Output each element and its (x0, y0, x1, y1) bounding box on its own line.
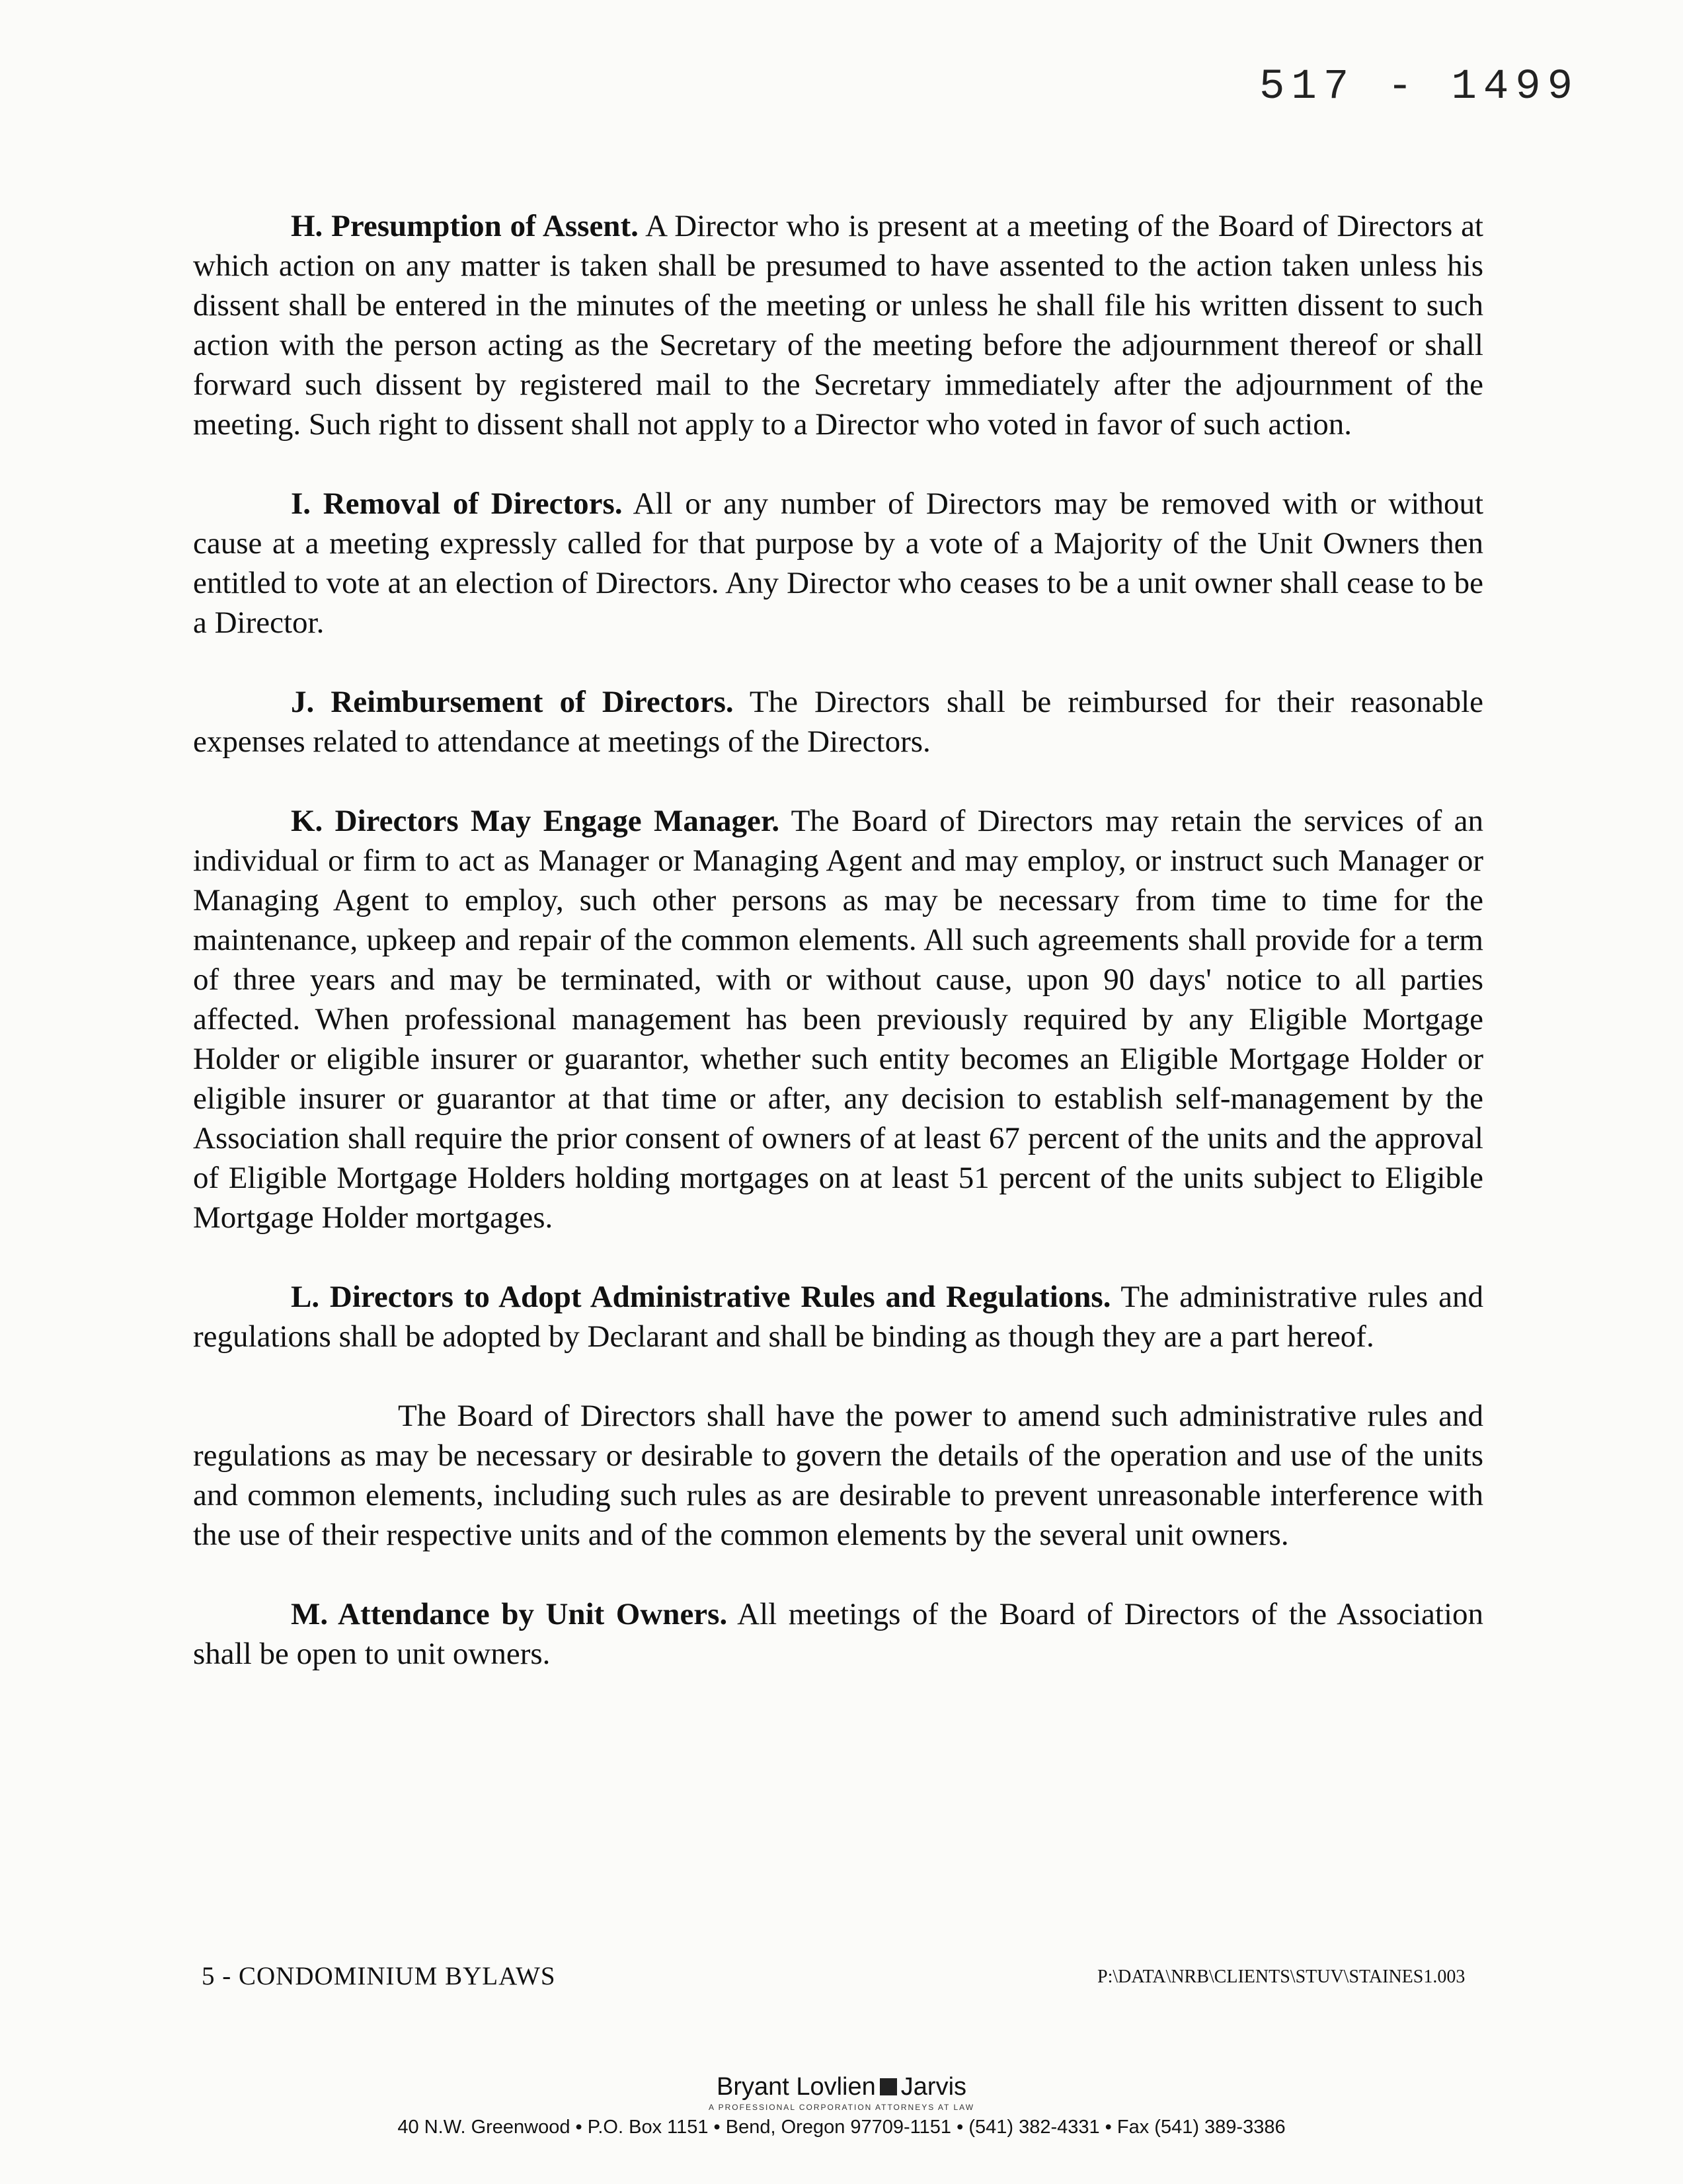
firm-letterhead (0, 2072, 1683, 2140)
section-text: All meetings of the Board of Directors of the Association shall be open to unit owners. (193, 1597, 1484, 1671)
section-l (193, 1277, 1483, 1356)
section-i (193, 484, 1483, 643)
section-heading: I. Removal of Directors. (291, 487, 623, 521)
section-text: All or any number of Directors may be removed with or without cause at a meeting expressly called for that purpose by a vote of a Majority of the Unit Owners then entitled to vote at an election of Directors. Any Director who ceases to be a unit owner shall cease to be a Director. (193, 487, 1483, 640)
section-l-continued (193, 1396, 1483, 1555)
section-h (193, 206, 1483, 444)
section-heading: H. Presumption of Assent. (291, 209, 639, 243)
section-heading: M. Attendance by Unit Owners. (291, 1597, 728, 1631)
firm-name-right: Jarvis (900, 2073, 967, 2101)
firm-name-left: Bryant Lovlien (716, 2073, 876, 2101)
section-heading: L. Directors to Adopt Administrative Rules and Regulations. (291, 1280, 1111, 1314)
firm-name (717, 2072, 966, 2102)
section-text: The Board of Directors may retain the services of an individual or firm to act as Manager or Managing Agent and may employ, or instruct such Manager or Managing Agent to employ, such other persons as may be necessary from time to time for the maintenance, upkeep and repair of the common elements. All such agreements shall provide for a term of three years and may be terminated, with or without cause, upon 90 days' notice to all parties affected. When professional management has been previously required by any Eligible Mortgage Holder or eligible insurer or guarantor, whether such entity becomes an Eligible Mortgage Holder or eligible insurer or guarantor at that time or after, any decision to establish self-management by the Association shall require the prior consent of owners of at least 67 percent of the units and the approval of Eligible Mortgage Holders holding mortgages on at least 51 percent of the units subject to Eligible Mortgage Holder mortgages. (193, 804, 1483, 1235)
section-m (193, 1594, 1483, 1674)
document-body (193, 206, 1483, 1674)
section-heading: K. Directors May Engage Manager. (291, 804, 780, 838)
section-text: The administrative rules and regulations shall be adopted by Declarant and shall be binding as though they are a part hereof. (193, 1280, 1483, 1354)
footer-page-label: 5 - CONDOMINIUM BYLAWS (202, 1962, 556, 1990)
section-text: A Director who is present at a meeting of the Board of Directors at which action on any matter is taken shall be presumed to have assented to the action taken unless his dissent shall be entered in the minutes of the meeting or unless he shall file his written dissent to such action with the person acting as the Secretary of the meeting before the adjournment thereof or shall forward such dissent by registered mail to the Secretary immediately after the adjournment of the meeting. Such right to dissent shall not apply to a Director who voted in favor of such action. (193, 209, 1483, 442)
section-k (193, 801, 1483, 1237)
section-text: The Directors shall be reimbursed for their reasonable expenses related to attendance at meetings of the Directors. (193, 685, 1484, 759)
page-stamp: 517 - 1499 (1259, 63, 1580, 111)
firm-logo-icon (880, 2078, 897, 2095)
section-text: The Board of Directors shall have the power to amend such administrative rules and regulations as may be necessary or desirable to govern the details of the operation and use of the units and common elements, including such rules as are desirable to prevent unreasonable interference with the use of their respective units and of the common elements by the several unit owners. (193, 1399, 1483, 1552)
firm-address: 40 N.W. Greenwood • P.O. Box 1151 • Bend, Oregon 97709-1151 • (541) 382-4331 • Fax (541) 389-3386 (397, 2117, 1286, 2138)
firm-subtitle: A PROFESSIONAL CORPORATION ATTORNEYS AT LAW (708, 2103, 975, 2112)
section-heading: J. Reimbursement of Directors. (291, 685, 734, 719)
section-j (193, 682, 1483, 761)
footer-file-path: P:\DATA\NRB\CLIENTS\STUV\STAINES1.003 (1097, 1967, 1466, 1987)
